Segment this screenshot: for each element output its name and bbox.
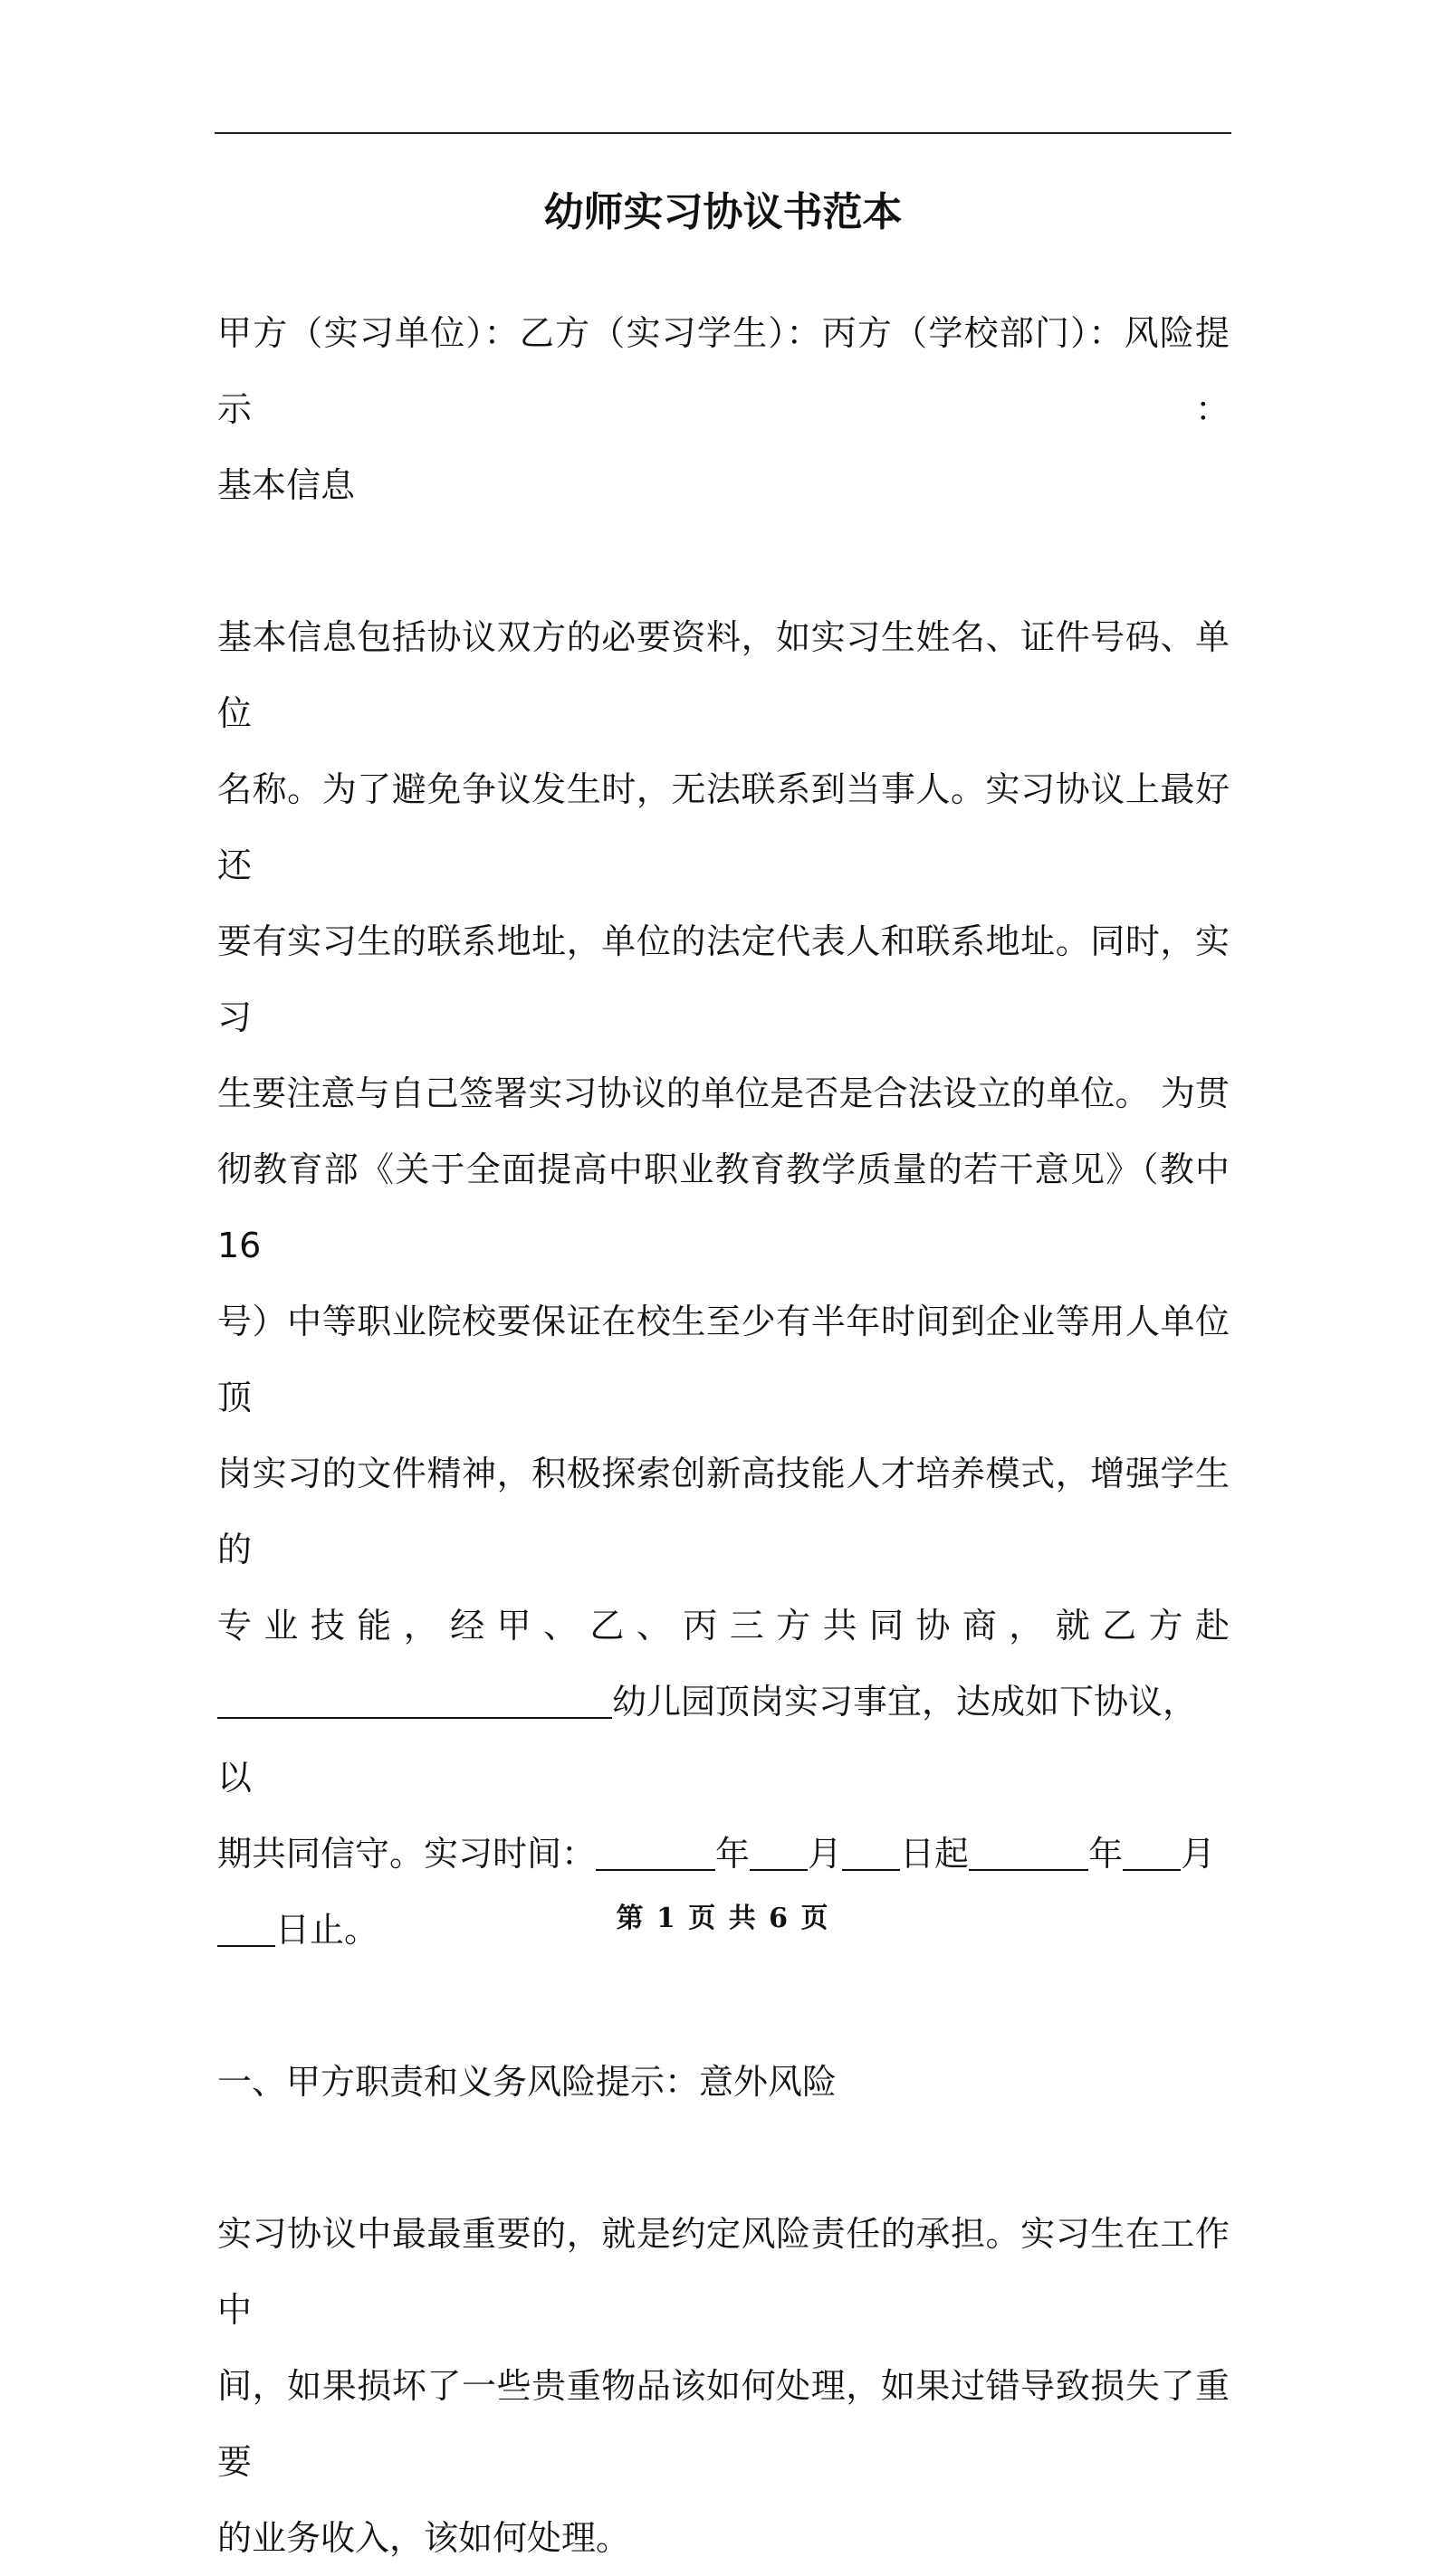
paragraph-spacer xyxy=(217,2120,1230,2196)
start-month-blank xyxy=(750,1835,808,1871)
body-line: 名称。为了避免争议发生时，无法联系到当事人。实习协议上最好还 xyxy=(217,769,1230,885)
end-year-blank xyxy=(969,1835,1088,1871)
blank-trailing-text: 幼儿园顶岗实习事宜，达成如下协议，以 xyxy=(217,1682,1198,1798)
start-year-blank xyxy=(596,1835,715,1871)
paragraph-spacer xyxy=(217,523,1230,599)
end-month-blank xyxy=(1123,1835,1181,1871)
body-line: 专业技能，经甲、乙、丙三方共同协商，就乙方赴 xyxy=(217,1606,1230,1646)
document-title: 幼师实习协议书范本 xyxy=(543,189,903,235)
month-label: 月 xyxy=(808,1834,843,1874)
start-day-blank xyxy=(842,1835,900,1871)
body-line: 的业务收入，该如何处理。 xyxy=(217,2518,631,2558)
page-number: 第 1 页 共 6 页 xyxy=(616,1903,830,1934)
body-line: 间，如果损坏了一些贵重物品该如何处理，如果过错导致损失了重要 xyxy=(217,2366,1230,2482)
body-line: 岗实习的文件精神，积极探索创新高技能人才培养模式，增强学生的 xyxy=(217,1454,1230,1569)
body-line: 要有实习生的联系地址，单位的法定代表人和联系地址。同时，实习 xyxy=(217,921,1230,1037)
kindergarten-name-blank xyxy=(217,1683,612,1719)
year-label: 年 xyxy=(1088,1834,1124,1874)
section-heading: 一、甲方职责和义务风险提示：意外风险 xyxy=(217,2062,838,2102)
month-label: 月 xyxy=(1181,1834,1216,1874)
to-label: 日止。 xyxy=(275,1910,379,1950)
intro-line: 甲方（实习单位）：乙方（实习学生）：丙方（学校部门）：风险提示： xyxy=(217,313,1230,429)
body-line: 生要注意与自己签署实习协议的单位是否是合法设立的单位。 为贯 xyxy=(217,1073,1230,1113)
body-line-with-blank xyxy=(217,1664,1230,1816)
from-label: 日起 xyxy=(900,1834,970,1874)
paragraph-spacer xyxy=(217,1968,1230,2044)
body-line: 号）中等职业院校要保证在校生至少有半年时间到企业等用人单位顶 xyxy=(217,1302,1230,1417)
body-line: 实习协议中最最重要的，就是约定风险责任的承担。实习生在工作中 xyxy=(217,2214,1230,2330)
intro-line: 基本信息 xyxy=(217,465,356,505)
body-line: 基本信息包括协议双方的必要资料，如实习生姓名、证件号码、单位 xyxy=(217,617,1230,733)
year-label: 年 xyxy=(715,1834,751,1874)
document-body xyxy=(217,295,1230,2576)
header-rule xyxy=(215,132,1231,134)
time-label: 期共同信守。实习时间： xyxy=(217,1834,597,1874)
body-line: 彻教育部《关于全面提高中职业教育教学质量的若干意见》（教中16 xyxy=(217,1150,1230,1265)
internship-time-line xyxy=(217,1816,1230,1892)
